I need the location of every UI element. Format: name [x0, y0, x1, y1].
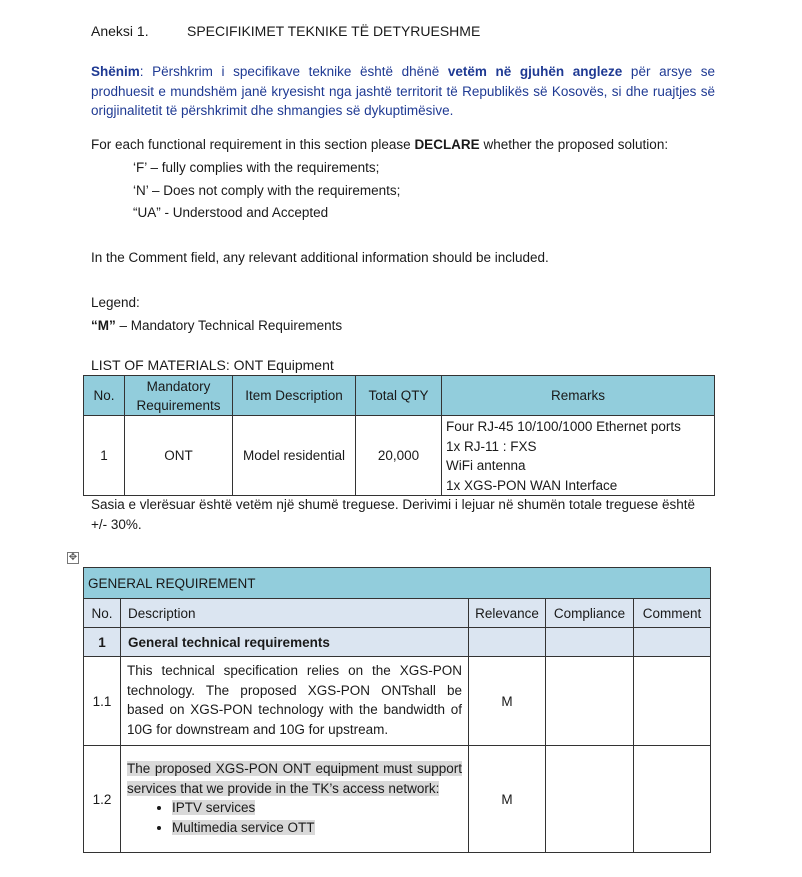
intro-text-2: whether the proposed solution:	[479, 137, 669, 152]
quantity-note: Sasia e vlerësuar është vetëm një shumë treguese. Derivimi i lejuar në shumën totale treguese është +/- 30%.	[91, 497, 696, 532]
remark-line: 1x RJ-11 : FXS	[446, 438, 537, 454]
service-list	[127, 798, 462, 837]
req-relevance: M	[469, 746, 546, 853]
mat-col-item: Item Description	[233, 376, 356, 416]
annex-label: Aneksi 1.	[91, 23, 149, 39]
section-row	[84, 628, 711, 657]
option-f: ‘F’ – fully complies with the requirements;	[133, 160, 380, 175]
materials-table	[83, 375, 715, 496]
req-description	[121, 746, 469, 853]
mat-col-qty: Total QTY	[356, 376, 442, 416]
mat-cell-requirement: ONT	[125, 416, 233, 496]
service-item: Multimedia service OTT	[172, 819, 315, 835]
general-header-row	[84, 599, 711, 628]
gen-col-relevance: Relevance	[469, 599, 546, 628]
note-label: Shënim	[91, 64, 140, 79]
mat-col-no: No.	[84, 376, 125, 416]
legend-m-text: – Mandatory Technical Requirements	[115, 318, 343, 333]
mat-cell-remarks	[442, 416, 715, 496]
mat-col-requirement: Mandatory Requirements	[125, 376, 233, 416]
annex-heading	[91, 22, 481, 42]
note-bold: vetëm në gjuhën angleze	[447, 64, 623, 79]
option-n: ‘N’ – Does not comply with the requirements;	[133, 183, 401, 198]
gen-col-comment: Comment	[634, 599, 711, 628]
general-title: GENERAL REQUIREMENT	[84, 568, 711, 599]
legend-mandatory	[91, 316, 342, 336]
gen-col-no: No.	[84, 599, 121, 628]
table-move-handle-icon[interactable]: ✥	[68, 552, 78, 563]
mat-cell-item: Model residential	[233, 416, 356, 496]
option-ua: “UA” - Understood and Accepted	[133, 205, 329, 220]
general-title-row	[84, 568, 711, 599]
req-no: 1.2	[84, 746, 121, 853]
section-compliance	[546, 628, 634, 657]
comment-note: In the Comment field, any relevant additional information should be included.	[91, 250, 549, 265]
list-item	[172, 798, 462, 818]
materials-heading: LIST OF MATERIALS: ONT Equipment	[91, 357, 334, 373]
req-comment-cell[interactable]	[634, 746, 711, 853]
req-no: 1.1	[84, 657, 121, 746]
table-row	[84, 416, 715, 496]
mat-cell-no: 1	[84, 416, 125, 496]
materials-header-row	[84, 376, 715, 416]
intro-text-1: For each functional requirement in this section please	[91, 137, 415, 152]
general-requirement-table	[83, 567, 711, 853]
req-description-text: The proposed XGS-PON ONT equipment must support services that we provide in the TK’s access network:	[127, 761, 462, 796]
mat-cell-qty: 20,000	[356, 416, 442, 496]
note-text-1: : Përshkrim i specifikave teknike është dhënë	[139, 64, 448, 79]
req-comment-cell[interactable]	[634, 657, 711, 746]
legend-label: Legend:	[91, 295, 140, 310]
table-row	[84, 746, 711, 853]
note-text-2: për arsye se prodhuesit e mundshëm janë kryesisht nga jashtë territorit të Republikës së Kosovës, si dhe ruajtjes së origjinalitetit të përshkrimit dhe shmangies së dykuptimësive.	[91, 64, 715, 118]
language-note	[91, 62, 715, 121]
req-compliance-cell[interactable]	[546, 657, 634, 746]
req-relevance: M	[469, 657, 546, 746]
req-compliance-cell[interactable]	[546, 746, 634, 853]
section-title: General technical requirements	[121, 628, 469, 657]
declare-intro	[91, 135, 731, 155]
mat-col-remarks: Remarks	[442, 376, 715, 416]
list-item	[172, 818, 462, 838]
service-item: IPTV services	[172, 800, 256, 815]
section-relevance	[469, 628, 546, 657]
remark-line: WiFi antenna	[446, 458, 526, 473]
legend-m-bold: “M”	[91, 318, 116, 333]
intro-bold: DECLARE	[414, 137, 480, 152]
annex-title: SPECIFIKIMET TEKNIKE TË DETYRUESHME	[187, 23, 481, 39]
remark-line: 1x XGS-PON WAN Interface	[446, 477, 618, 493]
table-row	[84, 657, 711, 746]
section-no: 1	[84, 628, 121, 657]
section-comment	[634, 628, 711, 657]
remark-line: Four RJ-45 10/100/1000 Ethernet ports	[446, 419, 681, 434]
gen-col-description: Description	[121, 599, 469, 628]
req-description: This technical specification relies on the XGS-PON technology. The proposed XGS-PON ONTshall be based on XGS-PON technology with the bandwidth of 10G for downstream and 10G for upstream.	[121, 657, 469, 746]
gen-col-compliance: Compliance	[546, 599, 634, 628]
